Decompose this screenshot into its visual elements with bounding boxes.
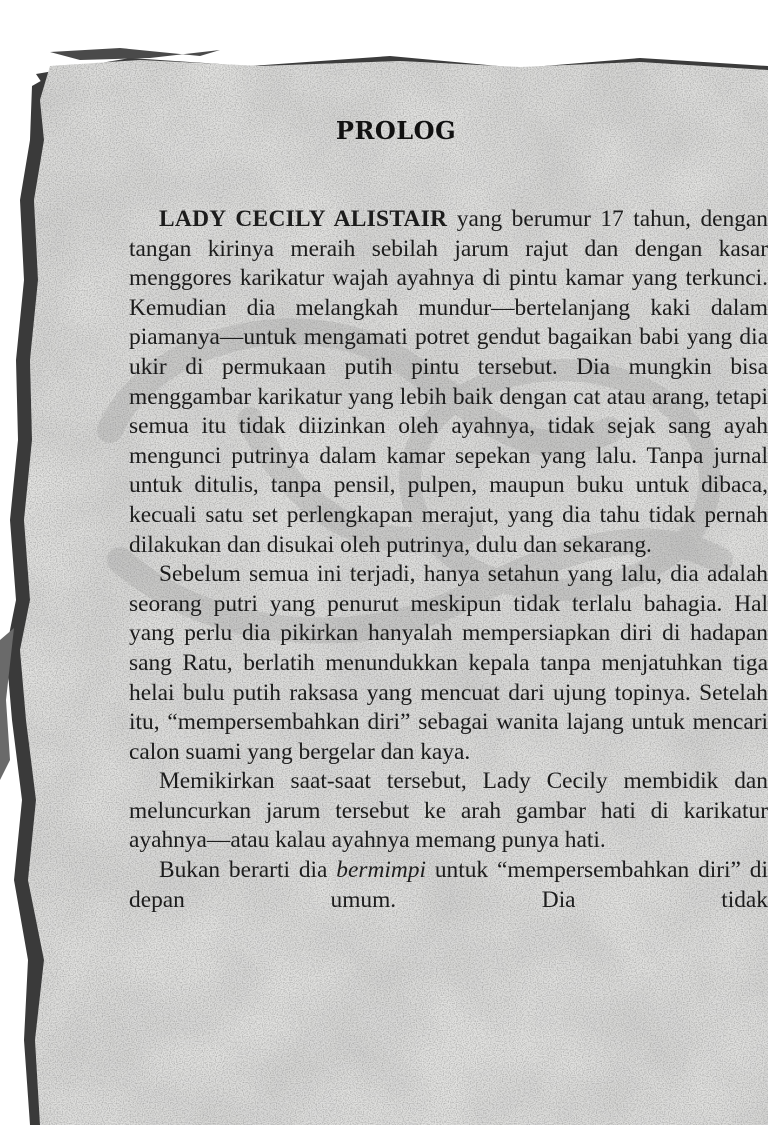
paragraph [129, 205, 768, 560]
chapter-body [129, 205, 768, 915]
emphasis-word: bermimpi [336, 857, 426, 884]
paragraph [129, 856, 768, 915]
paragraph-text: yang berumur 17 tahun, dengan tangan kirinya meraih sebilah jarum rajut dan dengan kasar menggores karikatur wajah ayahnya di pintu kamar yang terkunci. Kemudian dia melangkah mundur—bertelanjang kaki dalam piamanya—untuk mengamati potret gendut bagaikan babi yang dia ukir di permukaan putih pintu tersebut. Dia mungkin bisa menggambar karikatur yang lebih baik dengan cat atau arang, tetapi semua itu tidak diizinkan oleh ayahnya, tidak sejak sang ayah mengunci putrinya dalam kamar sepekan yang lalu. Tanpa jurnal untuk ditulis, tanpa pensil, pulpen, maupun buku untuk dibaca, kecuali satu set perlengkapan merajut, yang dia tahu tidak pernah dilakukan dan disukai oleh putrinya, dulu dan sekarang. [129, 206, 768, 558]
paragraph: Sebelum semua ini terjadi, hanya setahun yang lalu, dia adalah seorang putri yang penurut meskipun tidak terlalu bahagia. Hal yang perlu dia pikirkan hanyalah mempersiapkan diri di hadapan sang Ratu, berlatih menundukkan kepala tanpa menjatuhkan tiga helai bulu putih raksasa yang mencuat dari ujung topinya. Setelah itu, “mempersembahkan diri” sebagai wanita lajang untuk mencari calon suami yang bergelar dan kaya. [129, 561, 768, 765]
paragraph: Memikirkan saat-saat tersebut, Lady Cecily membidik dan meluncurkan jarum tersebut ke arah gambar hati di karikatur ayahnya—atau kalau ayahnya memang punya hati. [129, 768, 768, 854]
chapter-title: PROLOG [335, 116, 457, 145]
paragraph-text: untuk “mempersembahkan diri” di depan umum. Dia tidak [129, 857, 768, 913]
paragraph-text: Bukan berarti dia [159, 857, 337, 884]
paragraph-lead-name: LADY CECILY ALISTAIR [159, 206, 448, 232]
